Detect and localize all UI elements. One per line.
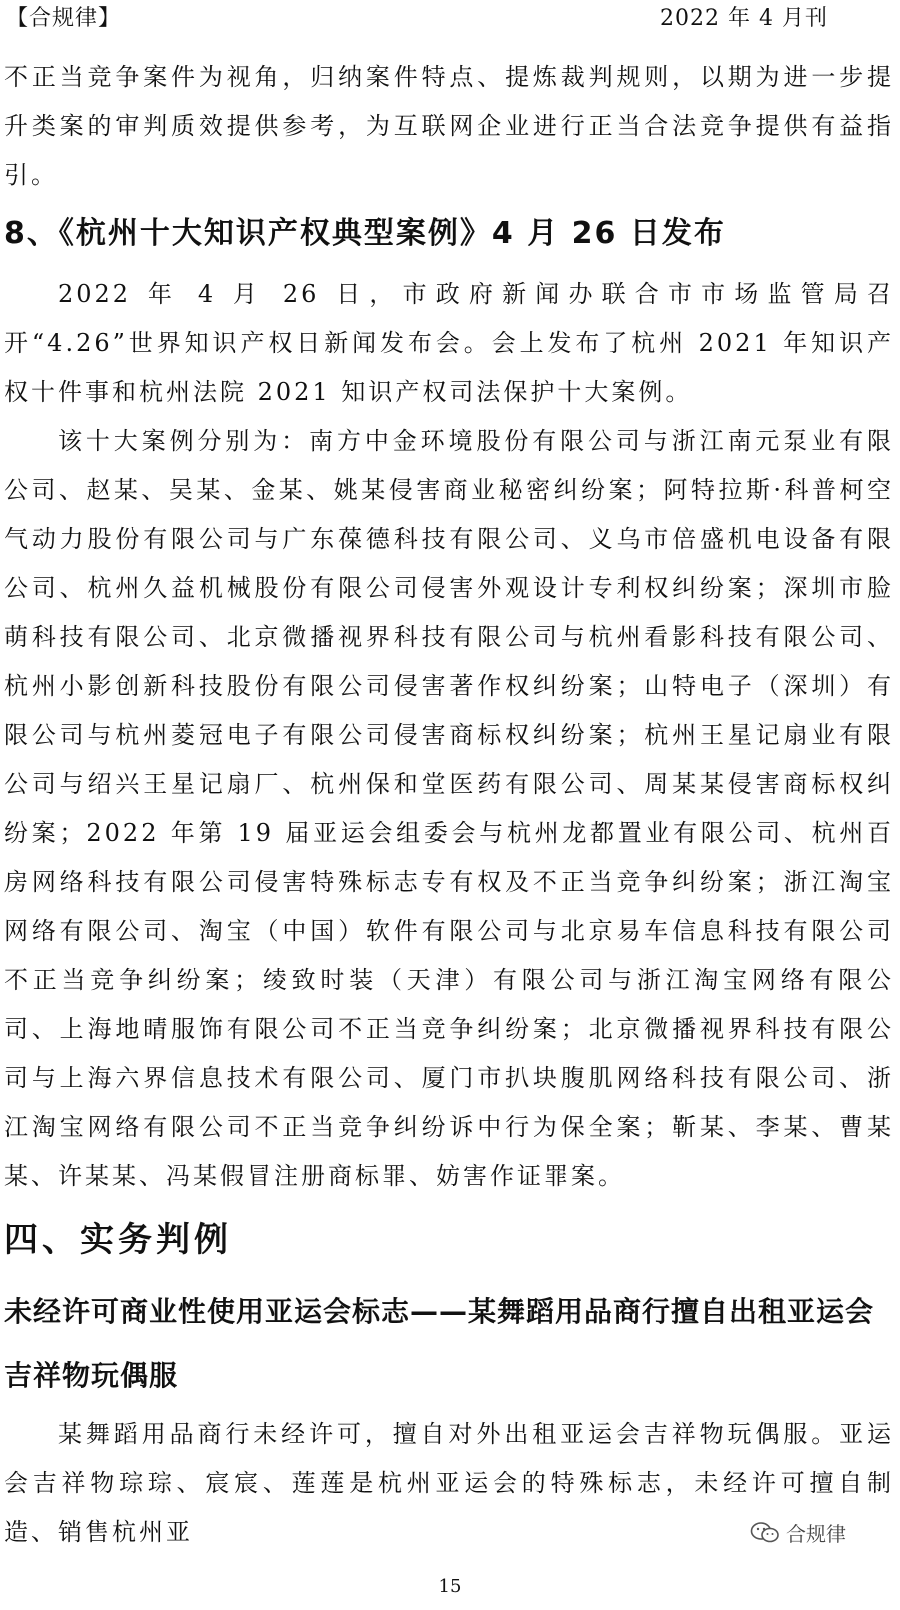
- watermark-label: 合规律: [786, 1522, 846, 1546]
- section-8-paragraph-2: 该十大案例分别为：南方中金环境股份有限公司与浙江南元泵业有限公司、赵某、吴某、金某、姚某侵害商业秘密纠纷案；阿特拉斯·科普柯空气动力股份有限公司与广东葆德科技有限公司、义乌市倍盛机电设备有限公司、杭州久益机械股份有限公司侵害外观设计专利权纠纷案；深圳市脸萌科技有限公司、北京微播视界科技有限公司与杭州看影科技有限公司、杭州小影创新科技股份有限公司侵害著作权纠纷案；山特电子（深圳）有限公司与杭州菱冠电子有限公司侵害商标权纠纷案；杭州王星记扇业有限公司与绍兴王星记扇厂、杭州保和堂医药有限公司、周某某侵害商标权纠纷案；2022 年第 19 届亚运会组委会与杭州龙都置业有限公司、杭州百房网络科技有限公司侵害特殊标志专有权及不正当竞争纠纷案；浙江淘宝网络有限公司、淘宝（中国）软件有限公司与北京易车信息科技有限公司不正当竞争纠纷案；绫致时装（天津）有限公司与浙江淘宝网络有限公司、上海地晴服饰有限公司不正当竞争纠纷案；北京微播视界科技有限公司与上海六界信息技术有限公司、厦门市扒块腹肌网络科技有限公司、浙江淘宝网络有限公司不正当竞争纠纷诉中行为保全案；靳某、李某、曹某某、许某某、冯某假冒注册商标罪、妨害作证罪案。: [4, 427, 894, 1190]
- intro-paragraph: 不正当竞争案件为视角，归纳案件特点、提炼裁判规则，以期为进一步提升类案的审判质效提供参考，为互联网企业进行正当合法竞争提供有益指引。: [4, 63, 894, 189]
- wechat-icon: [750, 1521, 780, 1545]
- case-title: 未经许可商业性使用亚运会标志——某舞蹈用品商行擅自出租亚运会吉祥物玩偶服: [4, 1295, 875, 1392]
- page-number: 15: [438, 1576, 462, 1597]
- section-8-paragraph-1: 2022 年 4 月 26 日，市政府新闻办联合市市场监管局召开“4.26”世界知识产权日新闻发布会。会上发布了杭州 2021 年知识产权十件事和杭州法院 2021 知识产权司法保护十大案例。: [4, 280, 894, 406]
- header-issue-date: 2022 年 4 月刊: [660, 6, 828, 31]
- section-8-heading: 8、《杭州十大知识产权典型案例》4 月 26 日发布: [4, 216, 726, 251]
- section-4-heading: 四、实务判例: [4, 1220, 232, 1260]
- case-paragraph-1: 某舞蹈用品商行未经许可，擅自对外出租亚运会吉祥物玩偶服。亚运会吉祥物琮琮、宸宸、莲莲是杭州亚运会的特殊标志，未经许可擅自制造、销售杭州亚: [4, 1420, 894, 1546]
- header-publication-name: 【合规律】: [6, 6, 122, 31]
- watermark: [750, 1518, 846, 1547]
